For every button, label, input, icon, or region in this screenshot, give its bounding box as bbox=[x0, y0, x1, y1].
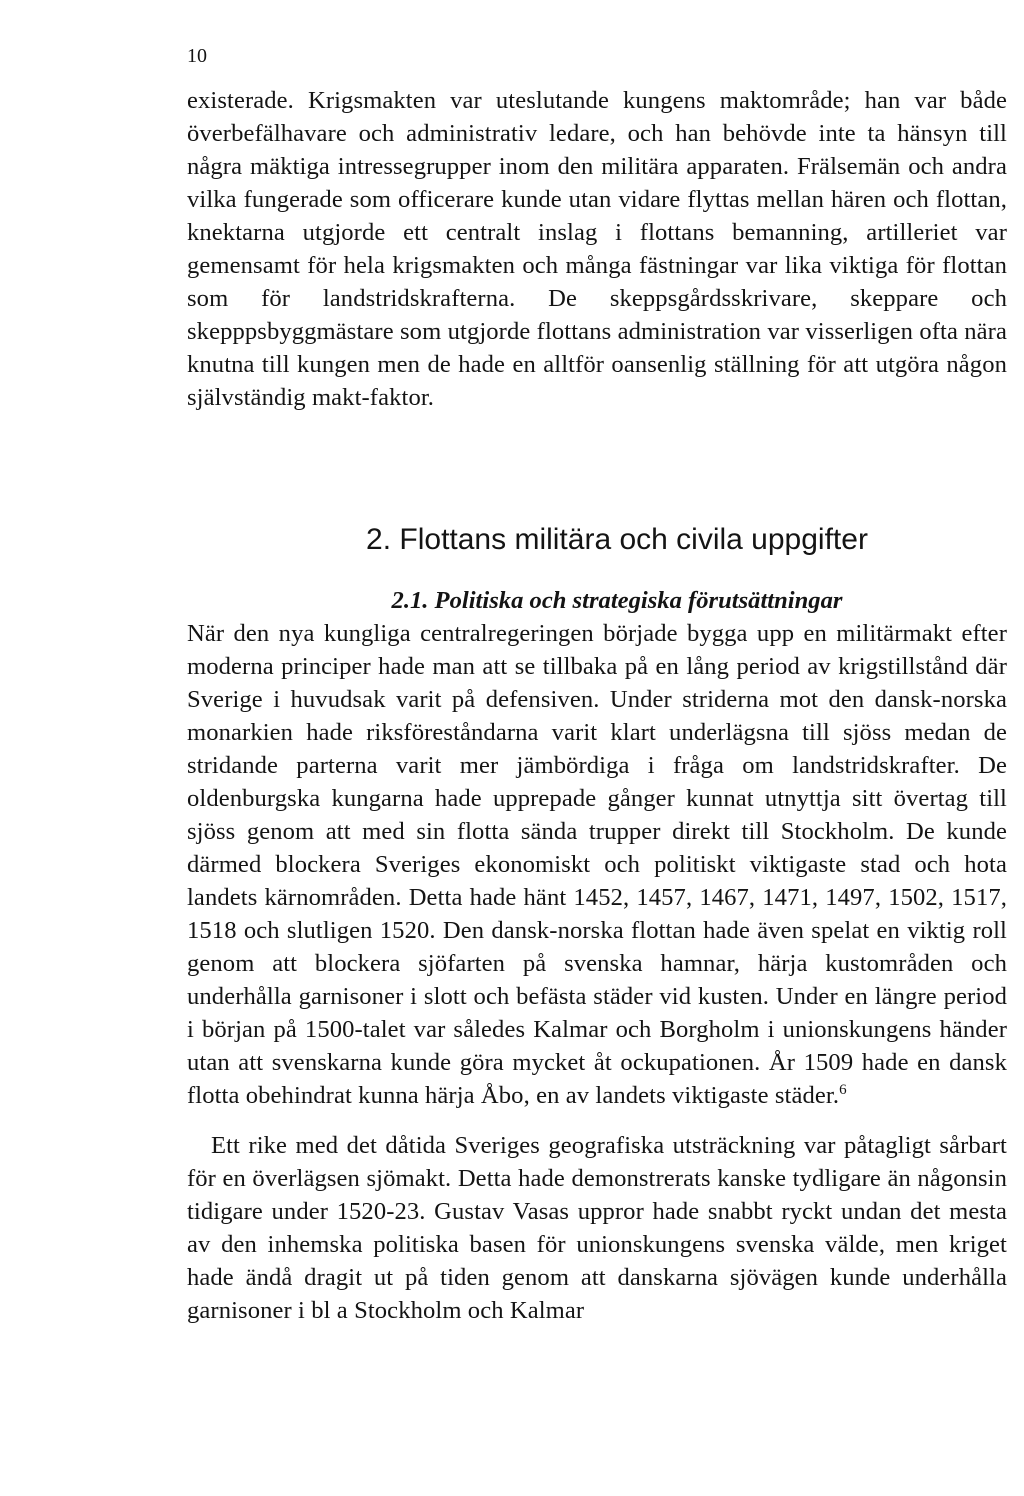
paragraph-background-text: När den nya kungliga centralregeringen började bygga upp en militärmakt efter moderna principer hade man att se tillbaka på en lång period av krigstillstånd där Sverige i huvudsak varit på defensiven. Under striderna mot den dansk-norska monarkien hade riksföreståndarna varit klart underlägsna till sjöss medan de stridande parterna varit mer jämbördiga i fråga om landstridskrafter. De oldenburgska kungarna hade upprepade gånger kunnat utnyttja sitt övertag till sjöss genom att med sin flotta sända trupper direkt till Stockholm. De kunde därmed blockera Sveriges ekonomiskt och politiskt viktigaste stad och hota landets kärnområden. Detta hade hänt 1452, 1457, 1467, 1471, 1497, 1502, 1517, 1518 och slutligen 1520. Den dansk-norska flottan hade även spelat en viktig roll genom att blockera sjöfarten på svenska hamnar, härja kustområden och underhålla garnisoner i slott och befästa städer vid kusten. Under en längre period i början på 1500-talet var således Kalmar och Borgholm i unionskungens händer utan att svenskarna kunde göra mycket åt ockupationen. År 1509 hade en dansk flotta obehindrat kunna härja Åbo, en av landets viktigaste städer. bbox=[187, 620, 1007, 1109]
paragraph-background bbox=[187, 617, 1007, 1112]
paragraph-intro: existerade. Krigsmakten var uteslutande kungens maktområde; han var både överbefälhavare och administrativ ledare, och han behövde inte ta hänsyn till några mäktiga intressegrupper inom den militära apparaten. Frälsemän och andra vilka fungerade som officerare kunde utan vidare flyttas mellan hären och flottan, knektarna utgjorde ett centralt inslag i flottans bemanning, artilleriet var gemensamt för hela krigsmakten och många fästningar var lika viktiga för flottan som för landstridskrafterna. De skeppsgårdsskrivare, skeppare och skepppsbyggmästare som utgjorde flottans administration var visserligen ofta nära knutna till kungen men de hade en alltför oansenlig ställning för att utgöra någon självständig makt-faktor. bbox=[187, 87, 1007, 411]
footnote-reference: 6 bbox=[839, 1081, 847, 1098]
subsection-heading: 2.1. Politiska och strategiska förutsättningar bbox=[391, 587, 843, 614]
paragraph-vulnerability: Ett rike med det dåtida Sveriges geografiska utsträckning var påtagligt sårbart för en överlägsen sjömakt. Detta hade demonstrerats kanske tydligare än någonsin tidigare under 1520-23. Gustav Vasas uppror hade snabbt ryckt undan det mesta av den inhemska politiska basen för unionskungens svenska välde, men kriget hade ändå dragit ut på tiden genom att danskarna sjövägen kunde underhålla garnisoner i bl a Stockholm och Kalmar bbox=[187, 1132, 1007, 1324]
section-heading: 2. Flottans militära och civila uppgifter bbox=[366, 523, 868, 556]
page-number: 10 bbox=[187, 45, 207, 67]
